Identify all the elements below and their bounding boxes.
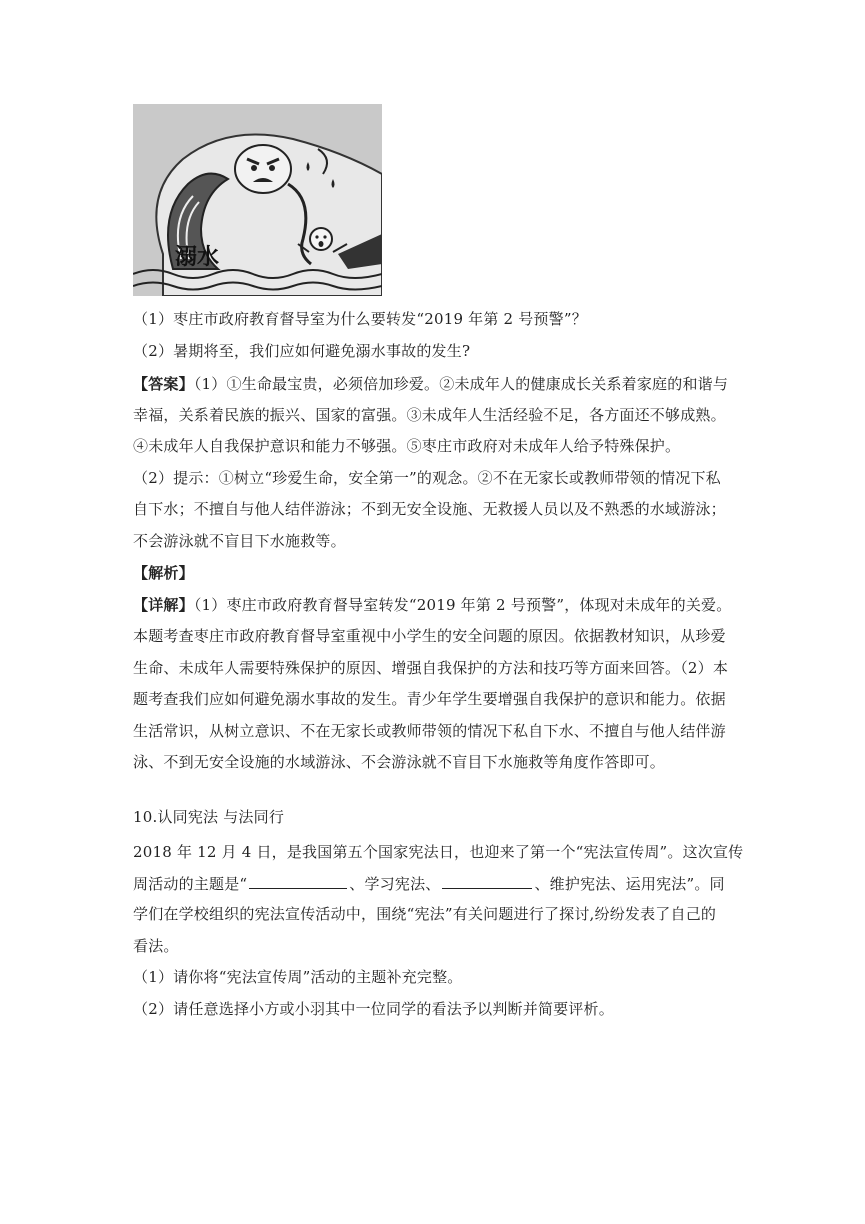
detail-line-4: 题考查我们应如何避免溺水事故的发生。青少年学生要增强自我保护的意识和能力。依据: [133, 690, 726, 708]
answer-line-2: 幸福，关系着民族的振兴、国家的富强。③未成年人生活经验不足，各方面还不够成熟。: [133, 406, 726, 424]
answer-line-6: 不会游泳就不盲目下水施救等。: [133, 532, 346, 550]
cartoon-label: 溺水: [175, 244, 220, 270]
q10-question-1: （1）请你将“宪法宣传周”活动的主题补充完整。: [133, 968, 463, 986]
drowning-cartoon-drawing: [133, 104, 382, 296]
q10-title: 10.认同宪法 与法同行: [133, 808, 285, 826]
q10-intro-2a: 周活动的主题是“: [133, 875, 248, 893]
answer-line-4: （2）提示：①树立“珍爱生命，安全第一”的观念。②不在无家长或教师带领的情况下私: [133, 469, 721, 487]
q9-question-2: （2）暑期将至，我们应如何避免溺水事故的发生?: [133, 342, 471, 360]
theme-blank-2[interactable]: [442, 873, 532, 889]
answer-line-5: 自下水；不擅自与他人结伴游泳；不到无安全设施、无救援人员以及不熟悉的水域游泳；: [133, 500, 726, 518]
answer-line-3: ④未成年人自我保护意识和能力不够强。⑤枣庄市政府对未成年人给予特殊保护。: [133, 437, 681, 455]
detail-tag: 【详解】: [133, 596, 194, 614]
detail-line-2: 本题考查枣庄市政府教育督导室重视中小学生的安全问题的原因。依据教材知识，从珍爱: [133, 627, 726, 645]
detail-text-1: （1）枣庄市政府教育督导室转发“2019 年第 2 号预警”，体现对未成年的关爱。: [193, 596, 732, 614]
answer-tag: 【答案】: [133, 375, 194, 393]
q10-intro-line-3: 学们在学校组织的宪法宣传活动中，围绕“宪法”有关问题进行了探讨,纷纷发表了自己的: [133, 905, 717, 923]
drowning-cartoon-image: [133, 104, 382, 296]
q10-intro-line-1: 2018 年 12 月 4 日，是我国第五个国家宪法日，也迎来了第一个“宪法宣传周”。这次宣传: [133, 843, 744, 861]
detail-line-5: 生活常识，从树立意识、不在无家长或教师带领的情况下私自下水、不擅自与他人结伴游: [133, 722, 726, 740]
detail-line-6: 泳、不到无安全设施的水域游泳、不会游泳就不盲目下水施救等角度作答即可。: [133, 753, 666, 771]
q10-intro-2c: 、维护宪法、运用宪法”。同: [534, 875, 725, 893]
q10-intro-2b: 、学习宪法、: [349, 875, 441, 893]
q10-intro-line-2: [133, 873, 743, 894]
detail-line-1: [133, 595, 743, 615]
q10-intro-line-4: 看法。: [133, 937, 179, 955]
q9-question-1: （1）枣庄市政府教育督导室为什么要转发“2019 年第 2 号预警”？: [133, 310, 587, 328]
answer-text-1: （1）①生命最宝贵，必须倍加珍爱。②未成年人的健康成长关系着家庭的和谐与: [193, 375, 729, 393]
q10-question-2: （2）请任意选择小方或小羽其中一位同学的看法予以判断并简要评析。: [133, 1000, 614, 1018]
analysis-tag: 【解析】: [133, 564, 194, 582]
theme-blank-1[interactable]: [249, 873, 347, 889]
answer-line-1: [133, 374, 743, 394]
detail-line-3: 生命、未成年人需要特殊保护的原因、增强自我保护的方法和技巧等方面来回答。（2）本: [133, 659, 729, 677]
